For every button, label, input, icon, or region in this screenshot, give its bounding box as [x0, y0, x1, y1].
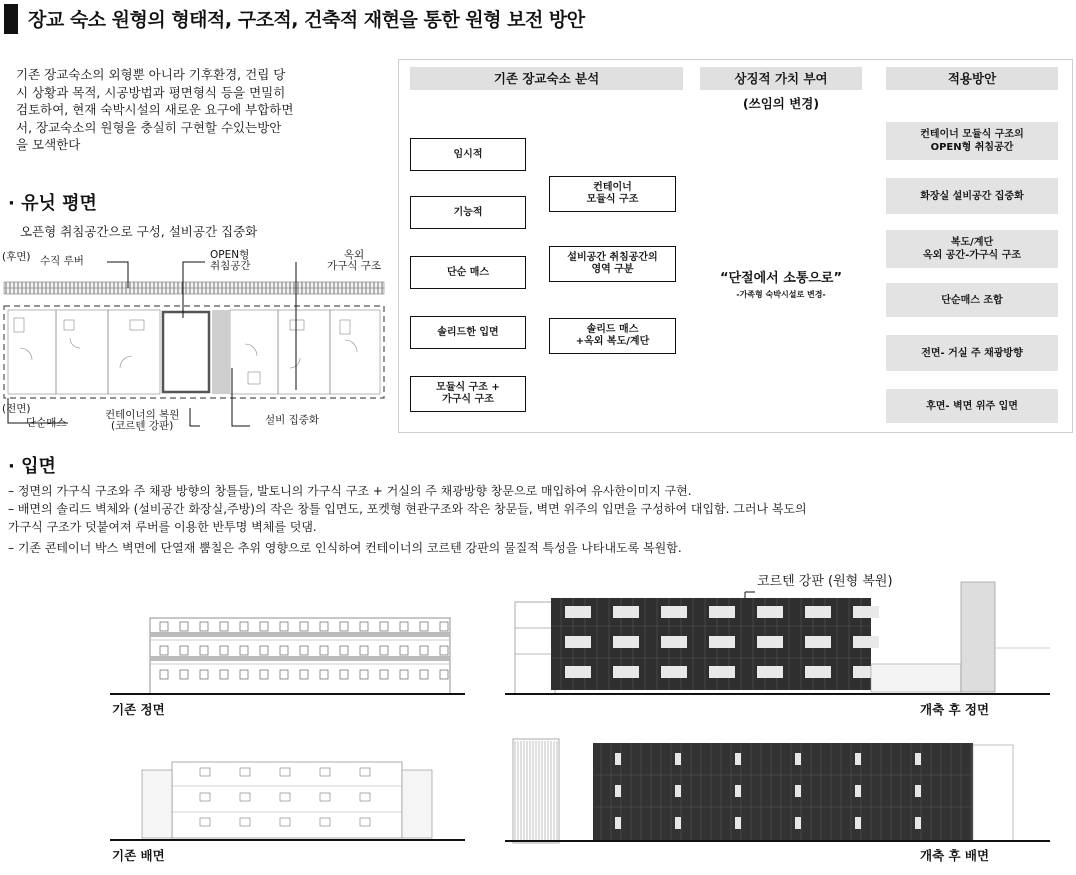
caption-new-rear: 개축 후 배면 — [920, 848, 990, 863]
col-head-application: 적용방안 — [886, 67, 1058, 90]
caption-existing-rear: 기존 배면 — [112, 848, 165, 863]
elevation-bullet: – 배면의 솔리드 벽체와 (설비공간 화장실,주방)의 작은 창틀 입면도, 포켓형 현관구조와 작은 창문들, 벽면 위주의 입면을 구성하여 대입함. 그러나 복도의 — [8, 502, 807, 516]
intro-paragraph — [16, 66, 371, 154]
box-line: 영역 구분 — [591, 264, 634, 275]
col-head-analysis: 기존 장교숙소 분석 — [410, 67, 683, 90]
application-box-open-space — [886, 122, 1058, 160]
unit-plan-drawing — [0, 248, 395, 438]
box-line: 컨테이너 모듈식 구조의 — [920, 129, 1024, 140]
box-line: OPEN형 취침공간 — [930, 142, 1014, 153]
caption-new-front: 개축 후 정면 — [920, 702, 990, 717]
analysis-box-solid-facade: 솔리드한 입면 — [410, 316, 526, 349]
application-box-corridor — [886, 230, 1058, 268]
intro-line: 시 상황과 목적, 시공방법과 평면형식 등을 면밀히 — [16, 84, 286, 100]
elevation-heading: · 입면 — [8, 456, 56, 477]
corten-label: 코르텐 강판 (원형 복원) — [757, 574, 893, 589]
analysis-box-solid-mass — [549, 318, 676, 354]
slogan: “단절에서 소통으로” — [719, 271, 843, 286]
col-head-symbolic: 상징적 가치 부여 — [700, 67, 862, 90]
elevation-bullet: – 정면의 가구식 구조와 주 채광 방향의 창틀들, 발토니의 가구식 구조 + 거실의 주 채광방향 창문으로 매입하여 유사한이미지 구현. — [8, 484, 692, 498]
box-line: +옥외 복도/계단 — [575, 336, 650, 347]
box-line: 컨테이너 — [593, 182, 632, 193]
container-line: (코르텐 강판) — [111, 420, 174, 432]
box-line: 설비공간 취침공간의 — [567, 252, 658, 263]
elevation-bullet: – 기존 콘테이너 박스 벽면에 단열재 뿜칠은 추위 영향으로 인식하여 컨테이너의 코르텐 강판의 물질적 특성을 나타내도록 복원함. — [8, 541, 682, 555]
box-line: 솔리드 매스 — [586, 324, 639, 335]
existing-rear-elevation — [110, 756, 465, 842]
outdoor-structure-label — [327, 250, 381, 272]
equipment-label: 설비 집중화 — [265, 414, 320, 426]
application-box-bathroom: 화장실 설비공간 집중화 — [886, 178, 1058, 214]
box-line: 복도/계단 — [950, 237, 994, 248]
application-box-front: 전면- 거실 주 채광방향 — [886, 335, 1058, 371]
intro-line: 서, 장교숙소의 원형을 충실히 구현할 수있는방안 — [16, 119, 282, 135]
intro-line: 기존 장교숙소의 외형뿐 아니라 기후환경, 건립 당 — [16, 67, 286, 82]
caption-existing-front: 기존 정면 — [112, 702, 165, 717]
analysis-box-simple-mass: 단순 매스 — [410, 256, 526, 289]
existing-front-elevation — [110, 610, 465, 696]
container-line: 컨테이너의 복원 — [105, 409, 180, 421]
container-restore-label — [105, 410, 179, 432]
analysis-box-zoning — [549, 246, 676, 282]
new-rear-elevation — [505, 735, 1050, 845]
intro-line: 을 모색한다 — [16, 137, 81, 152]
box-line: 옥외 공간-가구식 구조 — [922, 250, 1022, 261]
elevation-bullet: 가구식 구조가 덧붙여져 루버를 이용한 반투명 벽체를 덧댐. — [8, 520, 317, 534]
unit-plan-heading: · 유닛 평면 — [8, 193, 97, 214]
analysis-box-container — [549, 176, 676, 212]
application-box-rear: 후면- 벽면 위주 입면 — [886, 389, 1058, 423]
intro-line: 검토하여, 현재 숙박시설의 새로운 요구에 부합하면 — [16, 102, 294, 117]
title-marker — [4, 4, 18, 34]
open-type-label — [210, 250, 251, 272]
open-type-line: 취침공간 — [210, 260, 251, 272]
rear-label: (후면) — [2, 251, 31, 263]
box-line: 모듈식 구조 + — [436, 382, 500, 393]
outdoor-line: 가구식 구조 — [327, 260, 382, 272]
analysis-box-temporary: 임시적 — [410, 138, 526, 171]
new-front-elevation — [505, 578, 1050, 698]
outdoor-line: 옥외 — [343, 249, 365, 261]
unit-plan-subtitle: 오픈형 취침공간으로 구성, 설비공간 집중화 — [20, 224, 258, 239]
open-type-line: OPEN형 — [210, 249, 250, 261]
front-label: (전면) — [2, 403, 31, 415]
box-line: 모듈식 구조 — [586, 194, 639, 205]
analysis-box-modular — [410, 376, 526, 412]
page-title: 장교 숙소 원형의 형태적, 구조적, 건축적 재현을 통한 원형 보전 방안 — [28, 9, 585, 31]
col-subhead-symbolic: (쓰임의 변경) — [742, 96, 820, 111]
slogan-sub: -가족형 숙박시설로 변경- — [736, 290, 826, 299]
application-box-mass: 단순매스 조합 — [886, 283, 1058, 317]
analysis-box-functional: 기능적 — [410, 196, 526, 229]
box-line: 가구식 구조 — [442, 394, 494, 405]
simple-mass-label: 단순매스 — [26, 417, 67, 429]
vertical-louver-label: 수직 루버 — [40, 255, 84, 267]
